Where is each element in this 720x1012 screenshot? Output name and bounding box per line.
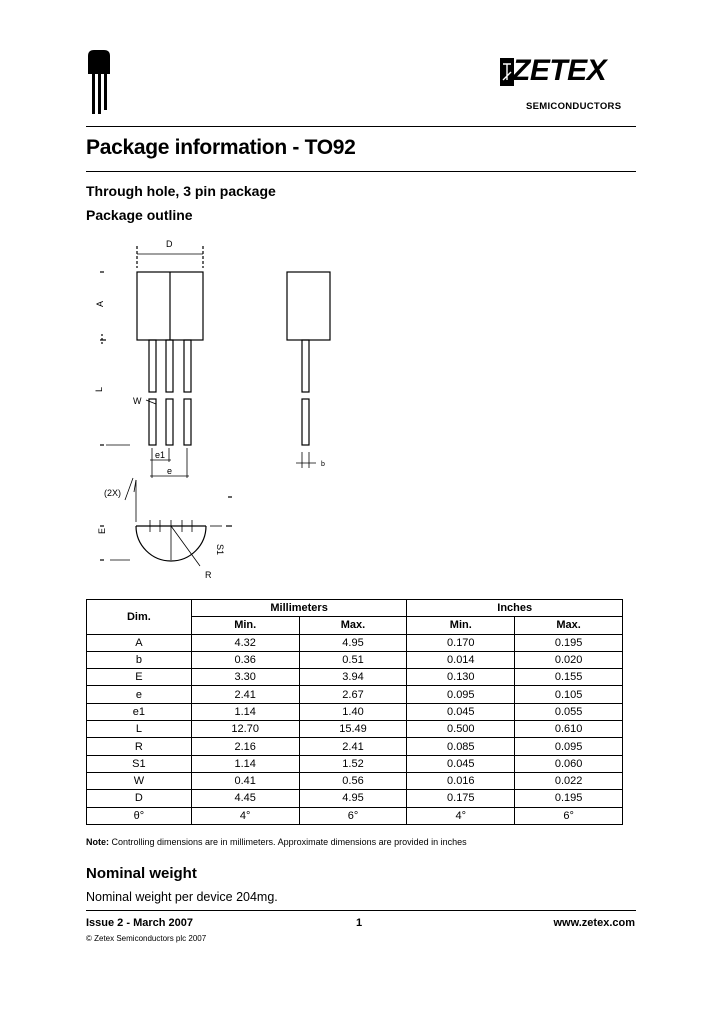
table-row	[87, 669, 623, 686]
table-row	[87, 703, 623, 720]
header-in-min: Min.	[407, 617, 515, 634]
table-cell: 12.70	[191, 721, 299, 738]
table-cell: W	[87, 772, 192, 789]
table-note	[86, 837, 467, 847]
label-l: L	[94, 386, 104, 392]
table-cell: 0.51	[299, 651, 407, 668]
table-cell: 4°	[191, 807, 299, 824]
footer-issue: Issue 2 - March 2007	[86, 917, 194, 929]
zetex-logo: ZETEX	[512, 54, 607, 87]
table-cell: 4.95	[299, 634, 407, 651]
table-cell: 0.045	[407, 755, 515, 772]
label-e-width: E	[97, 527, 107, 534]
table-cell: 1.52	[299, 755, 407, 772]
note-label: Note:	[86, 837, 109, 847]
table-cell: 0.56	[299, 772, 407, 789]
table-cell: 0.105	[515, 686, 623, 703]
table-row	[87, 738, 623, 755]
table-cell: 0.060	[515, 755, 623, 772]
label-w: W	[133, 396, 142, 406]
table-cell: 3.30	[191, 669, 299, 686]
page-title: Package information - TO92	[86, 136, 356, 159]
table-cell: 2.41	[299, 738, 407, 755]
table-cell: 0.500	[407, 721, 515, 738]
header-mm-min: Min.	[191, 617, 299, 634]
dimensions-table	[86, 599, 623, 825]
table-cell: 15.49	[299, 721, 407, 738]
table-cell: E	[87, 669, 192, 686]
table-row	[87, 686, 623, 703]
table-cell: 0.195	[515, 790, 623, 807]
table-cell: 2.67	[299, 686, 407, 703]
label-e1: e1	[155, 450, 166, 460]
header-inches: Inches	[407, 600, 623, 617]
footer-rule	[86, 910, 636, 911]
table-row	[87, 772, 623, 789]
table-cell: 0.36	[191, 651, 299, 668]
table-cell: L	[87, 721, 192, 738]
header-dim: Dim.	[87, 600, 192, 635]
table-cell: b	[87, 651, 192, 668]
table-cell: 0.610	[515, 721, 623, 738]
header-in-max: Max.	[515, 617, 623, 634]
table-cell: 0.022	[515, 772, 623, 789]
table-cell: 2.41	[191, 686, 299, 703]
table-cell: 0.130	[407, 669, 515, 686]
nominal-weight-heading: Nominal weight	[86, 865, 197, 882]
table-cell: 4.95	[299, 790, 407, 807]
label-d: D	[166, 239, 173, 249]
note-text: Controlling dimensions are in millimeters. Approximate dimensions are provided in inches	[109, 837, 467, 847]
table-cell: 0.095	[407, 686, 515, 703]
table-header-row	[87, 600, 623, 617]
footer-page-number: 1	[356, 917, 363, 929]
table-cell: A	[87, 634, 192, 651]
table-cell: 0.014	[407, 651, 515, 668]
table-cell: 0.020	[515, 651, 623, 668]
table-row	[87, 755, 623, 772]
table-cell: 2.16	[191, 738, 299, 755]
table-row	[87, 807, 623, 824]
table-cell: D	[87, 790, 192, 807]
table-cell: 4.45	[191, 790, 299, 807]
table-cell: 4°	[407, 807, 515, 824]
table-cell: θ°	[87, 807, 192, 824]
table-cell: 3.94	[299, 669, 407, 686]
table-cell: R	[87, 738, 192, 755]
table-cell: 0.055	[515, 703, 623, 720]
table-cell: 4.32	[191, 634, 299, 651]
table-cell: 1.40	[299, 703, 407, 720]
table-cell: 0.045	[407, 703, 515, 720]
package-subtitle: Through hole, 3 pin package	[86, 183, 276, 199]
header-mm-max: Max.	[299, 617, 407, 634]
table-cell: e1	[87, 703, 192, 720]
table-cell: 0.41	[191, 772, 299, 789]
label-2x: (2X)	[104, 488, 122, 498]
nominal-weight-text: Nominal weight per device 204mg.	[86, 890, 278, 904]
table-row	[87, 790, 623, 807]
table-row	[87, 634, 623, 651]
table-cell: S1	[87, 755, 192, 772]
table-cell: 0.175	[407, 790, 515, 807]
footer-website: www.zetex.com	[553, 917, 635, 929]
table-cell: 6°	[515, 807, 623, 824]
table-cell: e	[87, 686, 192, 703]
header-millimeters: Millimeters	[191, 600, 407, 617]
table-cell: 0.095	[515, 738, 623, 755]
zetex-logo-subtitle: SEMICONDUCTORS	[526, 101, 622, 112]
table-cell: 0.016	[407, 772, 515, 789]
table-cell: 6°	[299, 807, 407, 824]
table-cell: 0.085	[407, 738, 515, 755]
dimensions-table-body	[87, 634, 623, 824]
table-cell: 1.14	[191, 703, 299, 720]
table-cell: 1.14	[191, 755, 299, 772]
label-e: e	[167, 466, 173, 476]
table-cell: 0.155	[515, 669, 623, 686]
label-r: R	[205, 570, 212, 580]
footer-copyright: © Zetex Semiconductors plc 2007	[86, 934, 207, 943]
label-s1: S1	[215, 544, 225, 556]
table-cell: 0.195	[515, 634, 623, 651]
table-row	[87, 651, 623, 668]
table-cell: 0.170	[407, 634, 515, 651]
table-row	[87, 721, 623, 738]
package-outline-heading: Package outline	[86, 207, 193, 223]
label-b: b	[321, 461, 325, 468]
label-a: A	[95, 300, 105, 307]
